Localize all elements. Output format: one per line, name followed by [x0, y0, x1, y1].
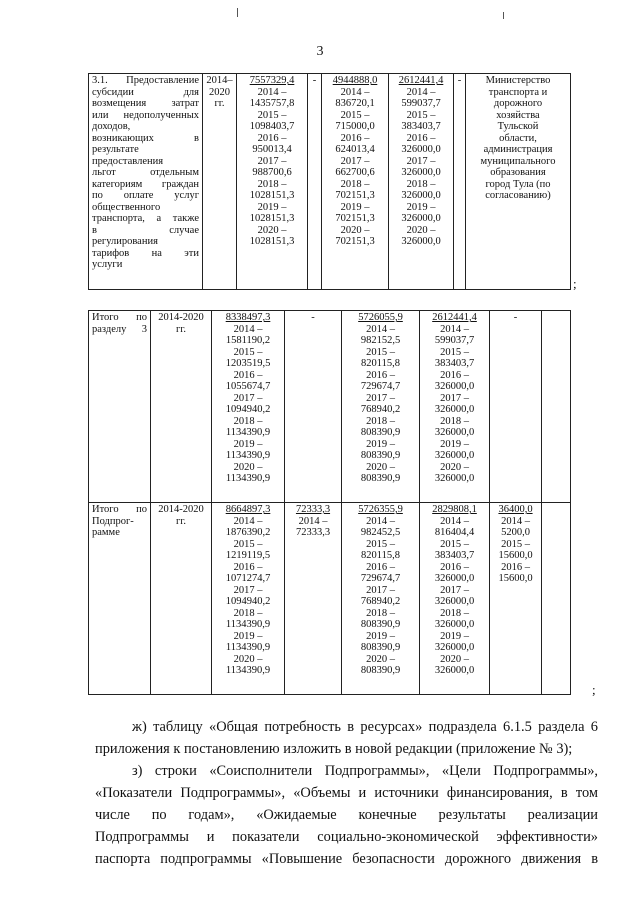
- cell-line: 2018 –: [366, 607, 395, 619]
- cell-line: дорожного: [493, 98, 543, 109]
- table1-end-mark: ;: [573, 276, 577, 291]
- cell-line: 715000,0: [335, 121, 375, 132]
- table-row: [89, 503, 571, 695]
- cell-line: 5726055,9: [358, 312, 403, 323]
- cell-section-name: [89, 311, 151, 503]
- cell-line: 2017 –: [366, 392, 395, 404]
- cell-line: 2016 –: [233, 369, 263, 381]
- cell-line: 4944888,0: [332, 75, 378, 86]
- table-subsidy: [88, 73, 571, 290]
- cell-line: 2019 –: [440, 438, 469, 450]
- cell-line: 2020 –: [440, 653, 469, 665]
- cell-line: 2018 –: [257, 178, 287, 190]
- cell-line: 2016 –: [440, 369, 469, 381]
- cell-line: 7557329,4: [249, 75, 295, 86]
- cell-line: 2015 –: [340, 109, 370, 121]
- cell-regional: [342, 503, 420, 695]
- cell-line: 326000,0: [401, 236, 441, 247]
- cell-line: результате: [92, 144, 139, 155]
- cell-line: 2016 –: [257, 132, 287, 144]
- cell-line: 2014 –: [501, 515, 530, 527]
- cell-line: 768940,2: [360, 404, 401, 415]
- cell-line: 2015 –: [257, 109, 287, 121]
- cell-line: 2015 –: [440, 538, 469, 550]
- cell-line: или недополученных: [92, 109, 199, 121]
- text-line: паспорта подпрограммы «Повышение безопасности дорожного движения в: [95, 851, 598, 867]
- cell-line: 8664897,3: [225, 504, 271, 515]
- cell-line: субсидии для: [92, 86, 199, 98]
- cell-line: 2014–: [206, 75, 233, 86]
- cell-line: 326000,0: [401, 167, 441, 178]
- cell-line: 2020: [209, 86, 230, 98]
- cell-line: 2019 –: [406, 201, 436, 213]
- cell-line: категориям граждан: [92, 178, 199, 190]
- cell-line: 2020 –: [340, 224, 370, 236]
- cell-line: тарифов на эти: [92, 247, 199, 259]
- cell-line: 326000,0: [434, 665, 475, 676]
- cell-line: 2016 –: [366, 369, 395, 381]
- cell-line: Итого по: [92, 312, 147, 323]
- cell-line: 15600,0: [498, 573, 533, 584]
- cell-line: 1134390,9: [225, 642, 271, 653]
- cell-line: образования: [490, 167, 546, 178]
- cell-line: 1219119,5: [225, 550, 271, 561]
- table2-end-mark: ;: [592, 682, 596, 697]
- cell-line: 768940,2: [360, 596, 401, 607]
- text-line: з) строки «Соисполнители Подпрограммы», «Цели Подпрограммы»,: [132, 763, 598, 779]
- paragraph-z: [95, 760, 598, 870]
- cell-line: 2019 –: [440, 630, 469, 642]
- cell-line: 1028151,3: [249, 236, 295, 247]
- table-row: [89, 74, 571, 290]
- cell-line: 2018 –: [440, 607, 469, 619]
- cell-total: [237, 74, 308, 290]
- cell-line: согласованию): [485, 190, 551, 201]
- cell-line: 2014 –: [298, 515, 328, 527]
- cell-line: 2016 –: [406, 132, 436, 144]
- cell-line: 383403,7: [401, 121, 441, 132]
- cell-line: 729674,7: [360, 381, 401, 392]
- cell-line: 2020 –: [233, 653, 263, 665]
- cell-line: 2014 –: [366, 515, 395, 527]
- cell-line: 326000,0: [401, 190, 441, 201]
- cell-line: 2020 –: [257, 224, 287, 236]
- cell-line: гг.: [214, 98, 225, 109]
- cell-line: 2015 –: [233, 346, 263, 358]
- cell-line: транспорта, а также: [92, 213, 199, 224]
- cell-line: 1581190,2: [225, 335, 271, 346]
- cell-local: [420, 311, 490, 503]
- cell-line: области,: [499, 132, 537, 144]
- cell-line: хозяйства: [496, 109, 540, 121]
- cell-line: 2015 –: [366, 538, 395, 550]
- text-line: ж) таблицу «Общая потребность в ресурсах» подраздела 6.1.5 раздела 6: [132, 719, 598, 735]
- cell-line: 1134390,9: [225, 450, 271, 461]
- cell-line: услуги: [92, 259, 123, 270]
- cell-line: транспорта и: [488, 86, 548, 98]
- cell-line: 326000,0: [434, 619, 475, 630]
- cell-line: 820115,8: [361, 358, 400, 369]
- cell-line: 808390,9: [360, 427, 401, 438]
- cell-line: 2019 –: [257, 201, 287, 213]
- cell-line: 1134390,9: [225, 665, 271, 676]
- cell-total: [212, 311, 285, 503]
- cell-regional: [322, 74, 389, 290]
- table-row: [89, 311, 571, 503]
- cell-line: в случае: [92, 224, 199, 236]
- cell-line: 702151,3: [335, 236, 375, 247]
- cell-line: 2829808,1: [432, 504, 477, 515]
- cell-local: [420, 503, 490, 695]
- cell-line: 2016 –: [340, 132, 370, 144]
- cell-line: возмещения затрат: [92, 98, 199, 109]
- cell-line: 2014 –: [366, 323, 395, 335]
- cell-line: 1055674,7: [225, 381, 271, 392]
- cell-total: [212, 503, 285, 695]
- cell-line: 2019 –: [233, 630, 263, 642]
- cell-line: Министерство: [485, 75, 551, 86]
- cell-line: регулирования: [92, 236, 158, 247]
- cell-line: Тульской: [497, 121, 539, 132]
- cell-line: 1435757,8: [249, 98, 295, 109]
- cell-line: 2015 –: [233, 538, 263, 550]
- cell-line: 5200,0: [501, 527, 530, 538]
- cell-line: 702151,3: [335, 213, 375, 224]
- cell-line: разделу 3: [92, 323, 147, 335]
- cell-line: 808390,9: [360, 450, 401, 461]
- cell-line: 2014 –: [340, 86, 370, 98]
- cell-line: 1094940,2: [225, 596, 271, 607]
- text-line: приложения к постановлению изложить в новой редакции (приложение № 3);: [95, 741, 573, 757]
- cell-line: 2017 –: [340, 155, 370, 167]
- cell-line: 2018 –: [366, 415, 395, 427]
- cell-line: 2016 –: [233, 561, 263, 573]
- cell-line: 988700,6: [252, 167, 292, 178]
- cell-line: 1203519,5: [225, 358, 271, 369]
- cell-line: Итого по: [92, 504, 147, 515]
- cell-line: 2017 –: [233, 392, 263, 404]
- scan-mark-right: [503, 12, 504, 19]
- cell-line: 5726355,9: [358, 504, 403, 515]
- cell-period: 2014-2020 гг.: [151, 503, 212, 695]
- cell-line: рамме: [92, 527, 120, 538]
- cell-line: 2014 –: [233, 515, 263, 527]
- cell-line: 808390,9: [360, 642, 401, 653]
- cell-line: муниципального: [480, 155, 556, 167]
- cell-line: 1071274,7: [225, 573, 271, 584]
- cell-line: 2014 –: [257, 86, 287, 98]
- cell-line: 2020 –: [366, 653, 395, 665]
- cell-line: 2017 –: [257, 155, 287, 167]
- cell-line: администрация: [483, 144, 553, 155]
- cell-line: 820115,8: [361, 550, 400, 561]
- cell-line: 326000,0: [434, 596, 475, 607]
- cell-line: 816404,4: [434, 527, 475, 538]
- cell-other: [490, 503, 542, 695]
- text-line: Подпрограммы и показатели социально-экономической эффективности»: [95, 829, 598, 845]
- cell-line: 599037,7: [401, 98, 441, 109]
- cell-line: 1028151,3: [249, 190, 295, 201]
- cell-line: льгот отдельным: [92, 167, 199, 178]
- cell-line: 1134390,9: [225, 427, 271, 438]
- cell-line: 326000,0: [401, 144, 441, 155]
- cell-line: 1028151,3: [249, 213, 295, 224]
- cell-line: 2018 –: [340, 178, 370, 190]
- cell-line: 2019 –: [366, 630, 395, 642]
- paragraph-zh: [95, 716, 598, 760]
- cell-line: 8338497,3: [225, 312, 271, 323]
- cell-line: 836720,1: [335, 98, 375, 109]
- cell-measure-name: [89, 74, 203, 290]
- cell-line: 2018 –: [440, 415, 469, 427]
- cell-line: 2014 –: [406, 86, 436, 98]
- cell-line: 729674,7: [360, 573, 401, 584]
- cell-line: 2016 –: [440, 561, 469, 573]
- cell-line: 2018 –: [233, 415, 263, 427]
- cell-line: 662700,6: [335, 167, 375, 178]
- cell-line: 2017 –: [233, 584, 263, 596]
- cell-line: 808390,9: [360, 473, 401, 484]
- cell-line: 2017 –: [406, 155, 436, 167]
- cell-line: 1094940,2: [225, 404, 271, 415]
- cell-line: 2015 –: [406, 109, 436, 121]
- cell-line: доходов,: [92, 121, 131, 132]
- text-line: числе по годам», «Ожидаемые конечные результаты реализации: [95, 807, 598, 823]
- cell-line: 2020 –: [406, 224, 436, 236]
- cell-federal: -: [308, 74, 322, 290]
- cell-line: 982452,5: [360, 527, 401, 538]
- cell-line: 599037,7: [434, 335, 475, 346]
- cell-line: 2017 –: [440, 584, 469, 596]
- cell-empty: [542, 311, 571, 503]
- cell-line: 2014 –: [233, 323, 263, 335]
- cell-line: 2019 –: [233, 438, 263, 450]
- cell-line: 2017 –: [440, 392, 469, 404]
- cell-line: город Тула (по: [485, 178, 551, 190]
- cell-line: 383403,7: [434, 550, 475, 561]
- cell-line: 982152,5: [360, 335, 401, 346]
- cell-line: 3.1. Предоставление: [92, 75, 199, 86]
- cell-other: -: [454, 74, 466, 290]
- cell-line: 2015 –: [366, 346, 395, 358]
- cell-line: Подпрог-: [92, 515, 134, 527]
- cell-empty: [542, 503, 571, 695]
- cell-line: 36400,0: [498, 504, 533, 515]
- text-line: «Показатели Подпрограммы», «Объемы и источники финансирования, в том: [95, 785, 598, 801]
- cell-line: 2014 –: [440, 515, 469, 527]
- cell-line: 72333,3: [295, 504, 331, 515]
- cell-line: 326000,0: [434, 381, 475, 392]
- cell-federal: [285, 503, 342, 695]
- cell-line: 2020 –: [366, 461, 395, 473]
- cell-line: 808390,9: [360, 619, 401, 630]
- cell-period: [203, 74, 237, 290]
- cell-line: 2016 –: [366, 561, 395, 573]
- cell-line: предоставления: [92, 155, 164, 167]
- cell-line: 2016 –: [501, 561, 530, 573]
- cell-line: 2015 –: [440, 346, 469, 358]
- cell-line: 326000,0: [401, 213, 441, 224]
- cell-period: 2014-2020 гг.: [151, 311, 212, 503]
- cell-line: 2019 –: [340, 201, 370, 213]
- cell-line: 326000,0: [434, 642, 475, 653]
- table-totals: [88, 310, 571, 695]
- cell-line: 808390,9: [360, 665, 401, 676]
- cell-line: 1098403,7: [249, 121, 295, 132]
- cell-line: 1134390,9: [225, 619, 271, 630]
- cell-line: 15600,0: [498, 550, 533, 561]
- cell-other: -: [490, 311, 542, 503]
- cell-line: 383403,7: [434, 358, 475, 369]
- cell-line: 2020 –: [440, 461, 469, 473]
- cell-federal: -: [285, 311, 342, 503]
- cell-line: 2014 –: [440, 323, 469, 335]
- page-number: 3: [316, 44, 324, 59]
- cell-line: 326000,0: [434, 404, 475, 415]
- cell-line: 702151,3: [335, 190, 375, 201]
- cell-line: 624013,4: [335, 144, 375, 155]
- cell-line: 1134390,9: [225, 473, 271, 484]
- cell-line: 326000,0: [434, 473, 475, 484]
- cell-line: возникающих в: [92, 132, 199, 144]
- cell-executor: [466, 74, 571, 290]
- cell-line: 2017 –: [366, 584, 395, 596]
- cell-regional: [342, 311, 420, 503]
- cell-program-name: [89, 503, 151, 695]
- cell-line: по оплате услуг: [92, 190, 199, 201]
- cell-line: 2019 –: [366, 438, 395, 450]
- cell-line: 2612441,4: [398, 75, 444, 86]
- cell-line: 326000,0: [434, 450, 475, 461]
- cell-line: 2015 –: [501, 538, 530, 550]
- cell-line: 326000,0: [434, 427, 475, 438]
- cell-line: 1876390,2: [225, 527, 271, 538]
- scan-mark-top: [237, 8, 238, 17]
- cell-line: 2020 –: [233, 461, 263, 473]
- cell-line: 2018 –: [406, 178, 436, 190]
- cell-line: 2612441,4: [432, 312, 477, 323]
- cell-line: 2018 –: [233, 607, 263, 619]
- cell-local: [389, 74, 454, 290]
- cell-line: общественного: [92, 201, 161, 213]
- cell-line: 950013,4: [252, 144, 292, 155]
- cell-line: 326000,0: [434, 573, 475, 584]
- cell-line: 72333,3: [295, 527, 331, 538]
